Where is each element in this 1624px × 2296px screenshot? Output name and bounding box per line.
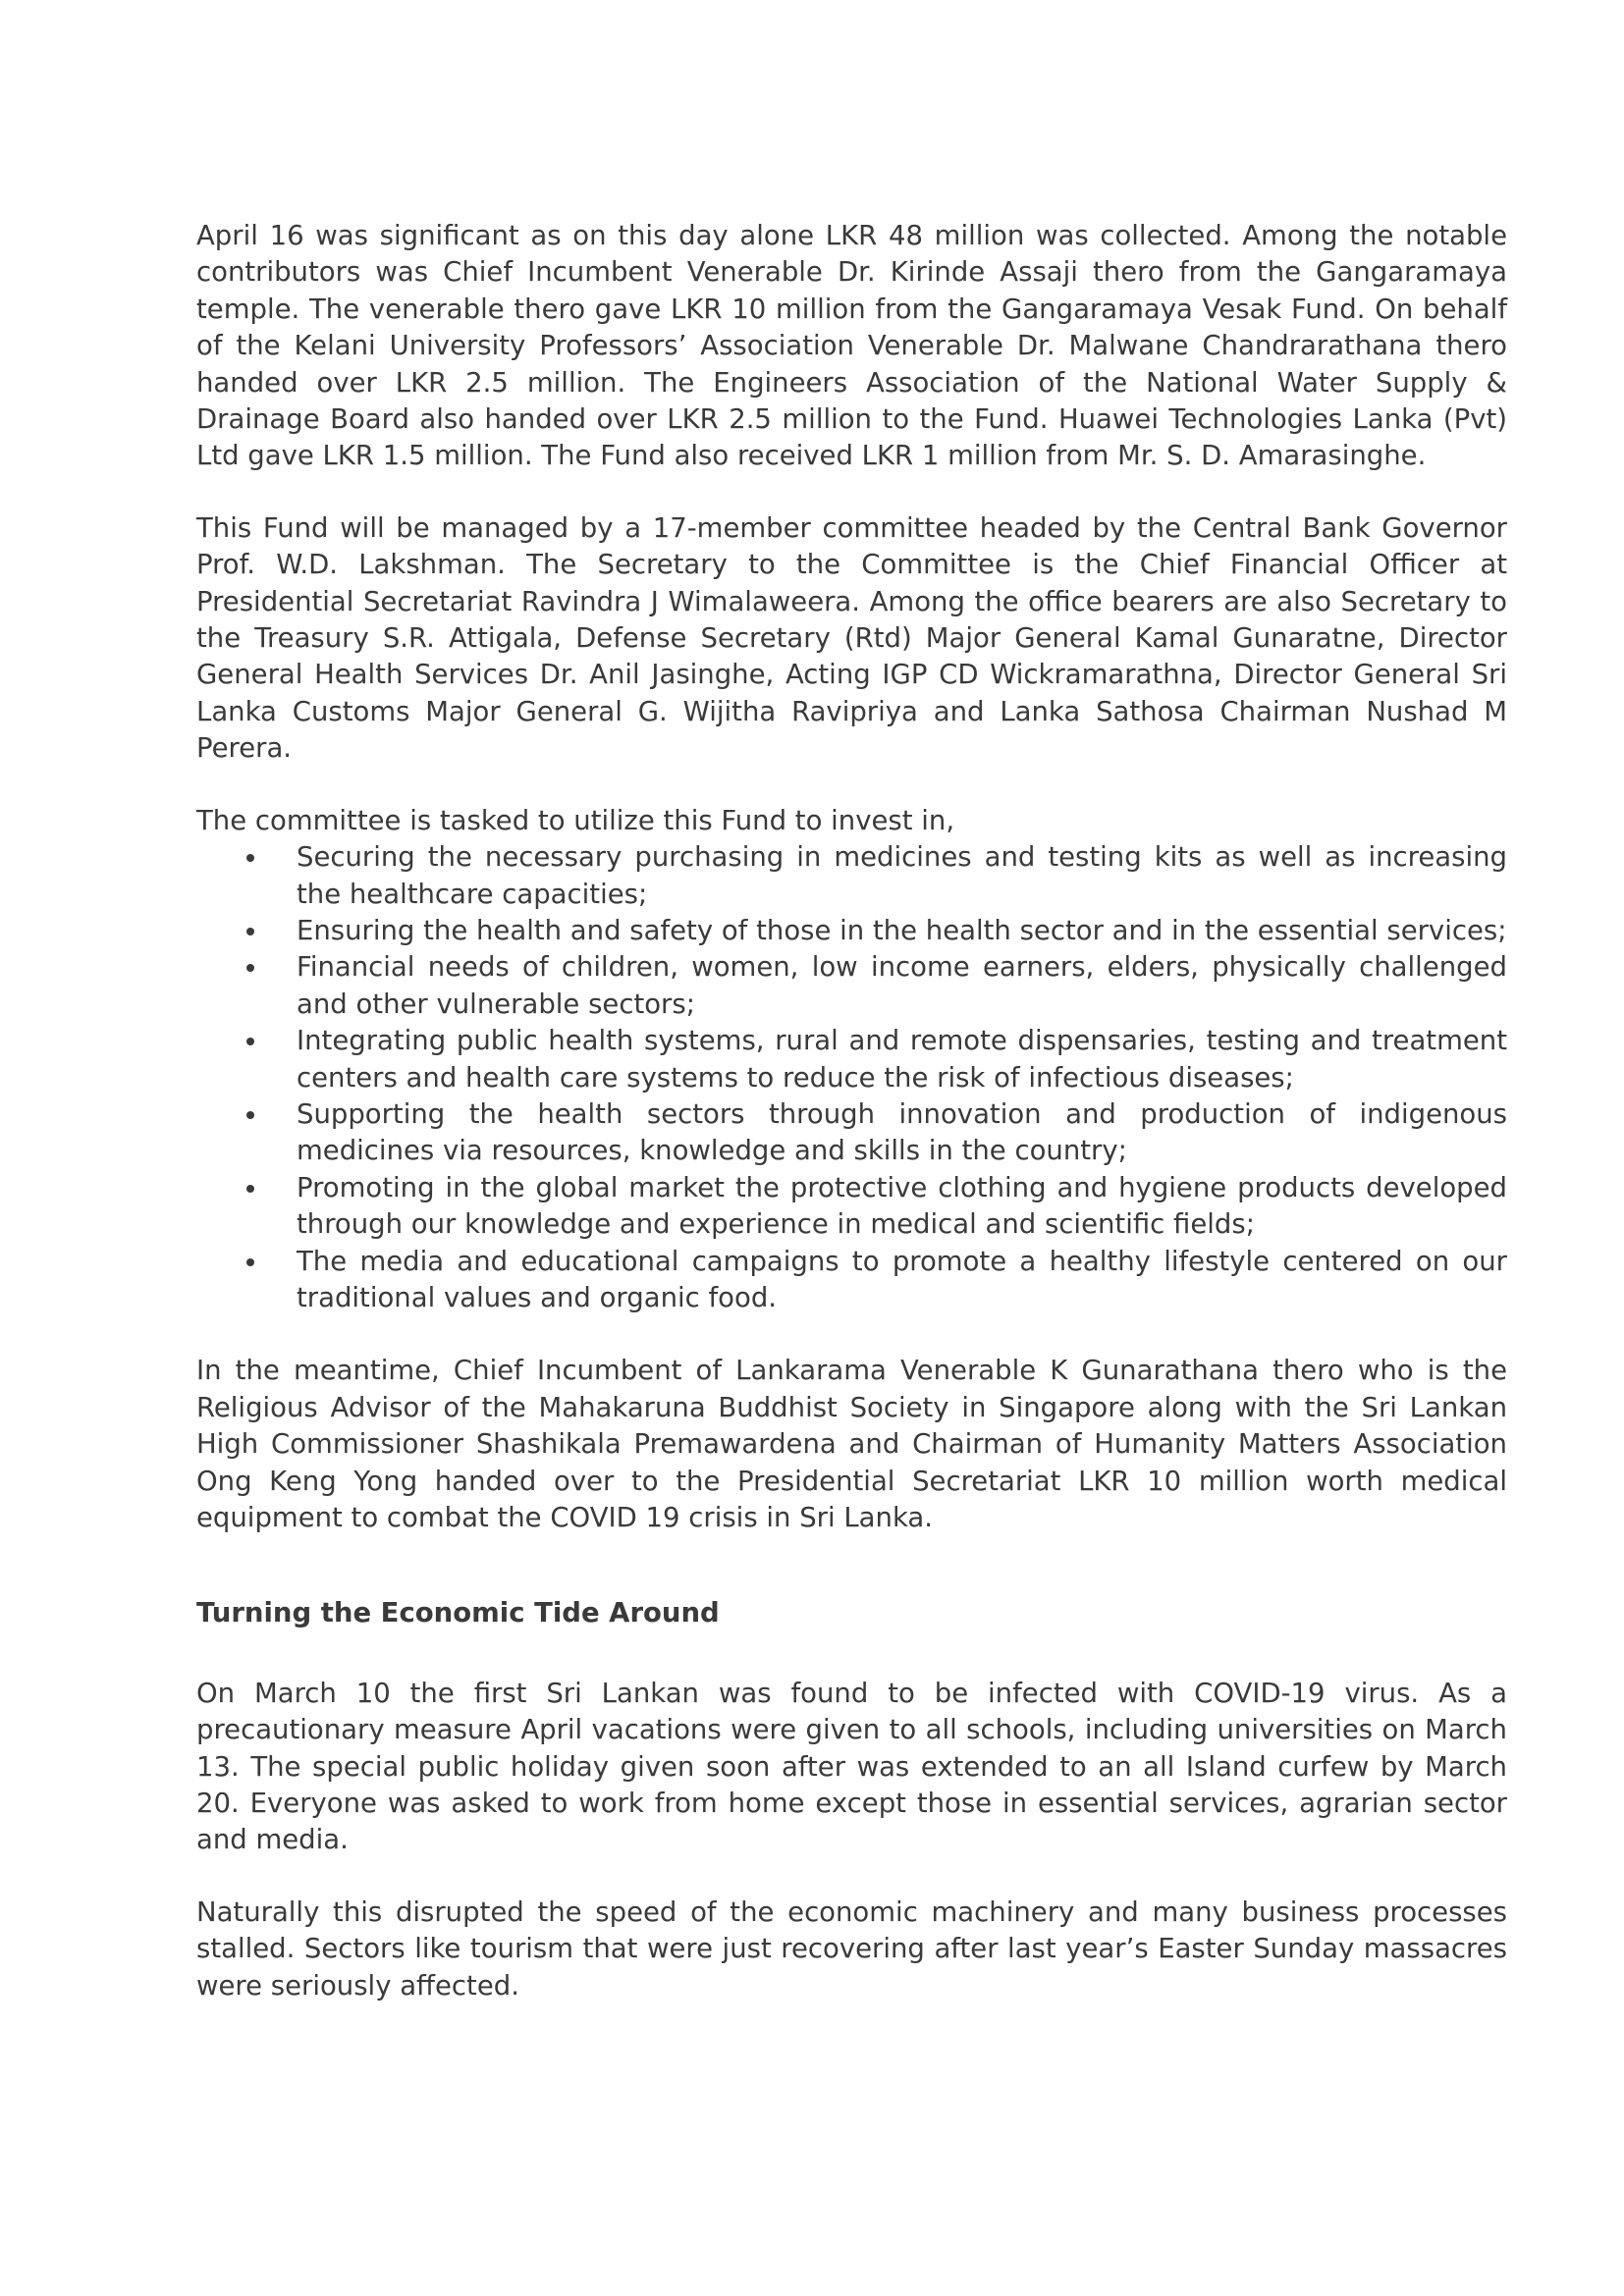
paragraph-donations: April 16 was significant as on this day alone LKR 48 million was collected. Among the notable contributors was Chief Incumbent Venerable Dr. Kirinde Assaji thero from the Gangaramaya temple. The venerable thero gave LKR 10 million from the Gangaramaya Vesak Fund. On behalf of the Kelani University Professors’ Association Venerable Dr. Malwane Chandrarathana thero handed over LKR 2.5 million. The Engineers Association of the National Water Supply & Drainage Board also handed over LKR 2.5 million to the Fund. Huawei Technologies Lanka (Pvt) Ltd gave LKR 1.5 million. The Fund also received LKR 1 million from Mr. S. D. Amarasinghe. <box>196 220 1507 472</box>
list-item: Ensuring the health and safety of those in the health sector and in the essential services; <box>196 913 1507 949</box>
paragraph-medical-equipment: In the meantime, Chief Incumbent of Lankarama Venerable K Gunarathana thero who is the Religious Advisor of the Mahakaruna Buddhist Society in Singapore along with the Sri Lankan High Commissioner Shashikala Premawardena and Chairman of Humanity Matters Association Ong Keng Yong handed over to the Presidential Secretariat LKR 10 million worth medical equipment to combat the COVID 19 crisis in Sri Lanka. <box>196 1355 1507 1533</box>
investment-list <box>196 839 1507 1316</box>
list-item: Integrating public health systems, rural and remote dispensaries, testing and treatment centers and health care systems to reduce the risk of infectious diseases; <box>196 1023 1507 1096</box>
list-item: Promoting in the global market the protective clothing and hygiene products developed through our knowledge and experience in medical and scientific fields; <box>196 1170 1507 1244</box>
bullet-icon <box>246 928 254 935</box>
paragraph-covid-timeline: On March 10 the first Sri Lankan was found to be infected with COVID-19 virus. As a precautionary measure April vacations were given to all schools, including universities on March 13. The special public holiday given soon after was extended to an all Island curfew by March 20. Everyone was asked to work from home except those in essential services, agrarian sector and media. <box>196 1677 1507 1856</box>
paragraph-list-intro: The committee is tasked to utilize this Fund to invest in, <box>196 804 955 836</box>
list-item: Supporting the health sectors through innovation and production of indigenous medicines via resources, knowledge and skills in the country; <box>196 1096 1507 1170</box>
list-item: Securing the necessary purchasing in medicines and testing kits as well as increasing the healthcare capacities; <box>196 839 1507 913</box>
bullet-icon <box>246 1038 254 1045</box>
bullet-icon <box>246 1111 254 1119</box>
bullet-icon <box>246 854 254 862</box>
paragraph-committee: This Fund will be managed by a 17-member committee headed by the Central Bank Governor Prof. W.D. Lakshman. The Secretary to the Committee is the Chief Financial Officer at Presidential Secretariat Ravindra J Wimalaweera. Among the office bearers are also Secretary to the Treasury S.R. Attigala, Defense Secretary (Rtd) Major General Kamal Gunaratne, Director General Health Services Dr. Anil Jasinghe, Acting IGP CD Wickramarathna, Director General Sri Lanka Customs Major General G. Wijitha Ravipriya and Lanka Sathosa Chairman Nushad M Perera. <box>196 511 1507 765</box>
section-heading: Turning the Economic Tide Around <box>196 1597 720 1629</box>
document-page <box>196 218 1507 2004</box>
list-item: The media and educational campaigns to promote a healthy lifestyle centered on our traditional values and organic food. <box>196 1244 1507 1317</box>
paragraph-economic-impact: Naturally this disrupted the speed of the economic machinery and many business processes stalled. Sectors like tourism that were just recovering after last year’s Easter Sunday massacres were seriously affected. <box>196 1896 1507 2002</box>
bullet-icon <box>246 964 254 972</box>
bullet-icon <box>246 1185 254 1193</box>
bullet-icon <box>246 1258 254 1266</box>
list-item: Financial needs of children, women, low income earners, elders, physically challenged and other vulnerable sectors; <box>196 949 1507 1023</box>
